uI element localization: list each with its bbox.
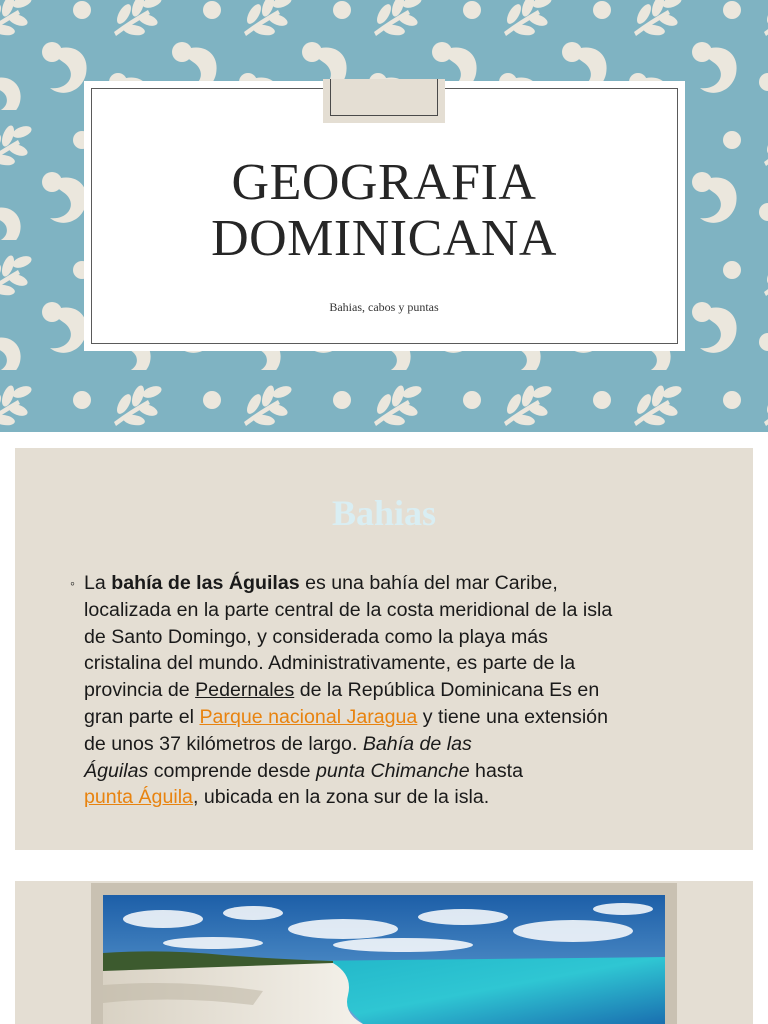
text-run: provincia de — [84, 679, 196, 702]
text-run: gran parte el — [84, 705, 200, 728]
paragraph-line: localizada en la parte central de la costa meridional de la isla — [84, 598, 613, 621]
pedernales-link[interactable]: Pedernales — [195, 679, 295, 702]
text-run: de unos 37 kilómetros de largo. — [84, 732, 363, 755]
beach-photo-icon — [103, 895, 665, 1024]
bullet-paragraph — [70, 570, 710, 811]
italic-term: Águilas — [84, 759, 149, 782]
slide-title-line1: GEOGRAFIA — [231, 154, 537, 211]
paragraph-line — [84, 570, 710, 597]
bullet-icon: ◦ — [70, 575, 75, 591]
slide-title-line2: DOMINICANA — [211, 210, 557, 267]
paragraph-line — [84, 758, 710, 785]
title-card-tab — [323, 79, 445, 123]
paragraph-line — [84, 731, 710, 758]
paragraph-line — [84, 677, 710, 704]
section-heading: Bahias — [331, 493, 437, 533]
paragraph-line: de Santo Domingo, y considerada como la playa más — [84, 625, 548, 648]
text-run: , ubicada en la zona sur de la isla. — [192, 786, 490, 809]
bold-term: bahía de las Águilas — [111, 572, 300, 594]
text-run: de la República Dominicana Es en — [294, 679, 600, 702]
title-card-tab-inner — [330, 79, 438, 116]
text-run: y tiene una extensión — [417, 705, 608, 728]
paragraph-line: cristalina del mundo. Administrativamente, es parte de la — [84, 652, 576, 675]
beach-scene — [103, 895, 665, 1024]
text-run: hasta — [469, 759, 523, 782]
paragraph-line — [84, 784, 710, 811]
text-run: La — [84, 572, 112, 594]
text-run: es una bahía del mar Caribe, — [299, 572, 558, 594]
punta-aguila-link[interactable]: punta Águila — [84, 786, 193, 809]
jaragua-link[interactable]: Parque nacional Jaragua — [199, 705, 418, 728]
italic-term: punta Chimanche — [316, 759, 470, 782]
text-run: comprende desde — [148, 759, 317, 782]
paragraph-line — [84, 704, 710, 731]
slide-subtitle: Bahias, cabos y puntas — [329, 300, 439, 314]
italic-term: Bahía de las — [362, 732, 472, 755]
